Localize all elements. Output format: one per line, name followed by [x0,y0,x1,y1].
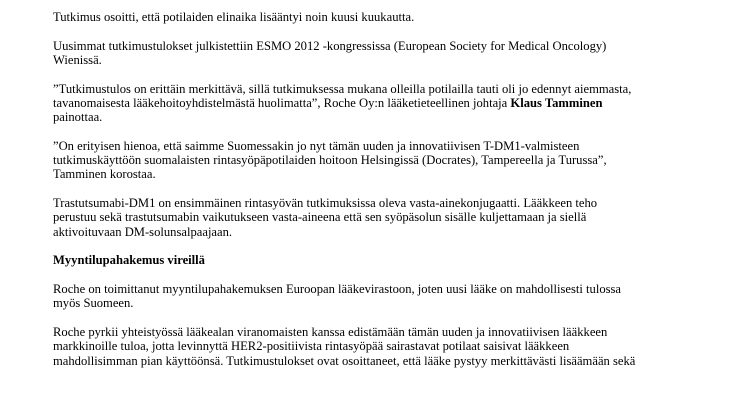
text-line: tutkimuskäyttöön suomalaisten rintasyöpäpotilaiden hoitoon Helsingissä (Docrates), Tampereella ja Turussa”, [53,153,607,168]
text-line: Trastutsumabi-DM1 on ensimmäinen rintasyövän tutkimuksissa oleva vasta-ainekonjugaatti. Lääkkeen teho [53,196,598,211]
text-line: Wienissä. [53,53,102,67]
paragraph-esmo [53,39,703,67]
paragraph-market [53,325,703,368]
text-line: mahdollisimman pian käyttöönsä. Tutkimustulokset ovat osoittaneet, että lääke pystyy merkittävästi lisäämään sekä [53,353,636,368]
text-fragment: tavanomaisesta lääkehoitoyhdistelmästä huolimatta”, Roche Oy:n lääketieteellinen johtaja [53,96,511,110]
text-line: markkinoille tuloa, jotta levinnyttä HER2-positiivista rintasyöpää sairastavat potilaat saisivat lääkkeen [53,339,570,354]
text-line: myös Suomeen. [53,296,134,311]
text-line: Roche on toimittanut myyntilupahakemuksen Euroopan lääkevirastoon, joten uusi lääke on mahdollisesti tulossa [53,282,622,297]
text-line: perustuu sekä trastutsumabin vaikutukseen vasta-aineena että sen syöpäsolun sisälle kuljettamaan ja siellä [53,210,587,225]
text-line: ”On erityisen hienoa, että saimme Suomessakin jo nyt tämän uuden ja innovatiivisen T-DM1-valmisteen [53,139,580,153]
text-line: aktivoituvaan DM-solunsalpaajaan. [53,224,233,239]
person-name: Klaus Tamminen [510,96,603,110]
paragraph-quote-significance [53,82,703,125]
text-line: Tamminen korostaa. [53,167,156,182]
section-heading: Myyntilupahakemus vireillä [53,253,205,268]
paragraph-quote-finland [53,139,703,182]
paragraph-mechanism [53,196,703,239]
paragraph-survival [53,10,703,24]
text-line: Tutkimus osoitti, että potilaiden elinaika lisääntyi noin kuusi kuukautta. [53,10,415,24]
text-line [53,96,703,110]
text-line: Uusimmat tutkimustulokset julkistettiin ESMO 2012 -kongressissa (European Society for Medical Oncology) [53,38,607,53]
text-line: ”Tutkimustulos on erittäin merkittävä, sillä tutkimuksessa mukana olleilla potilailla tauti oli jo edennyt aiemmasta, [53,81,632,96]
paragraph-application [53,282,703,310]
text-line: painottaa. [53,110,103,125]
document-body [53,10,703,382]
text-line: Roche pyrkii yhteistyössä lääkealan viranomaisten kanssa edistämään tämän uuden ja innovatiivisen lääkkeen [53,325,608,340]
